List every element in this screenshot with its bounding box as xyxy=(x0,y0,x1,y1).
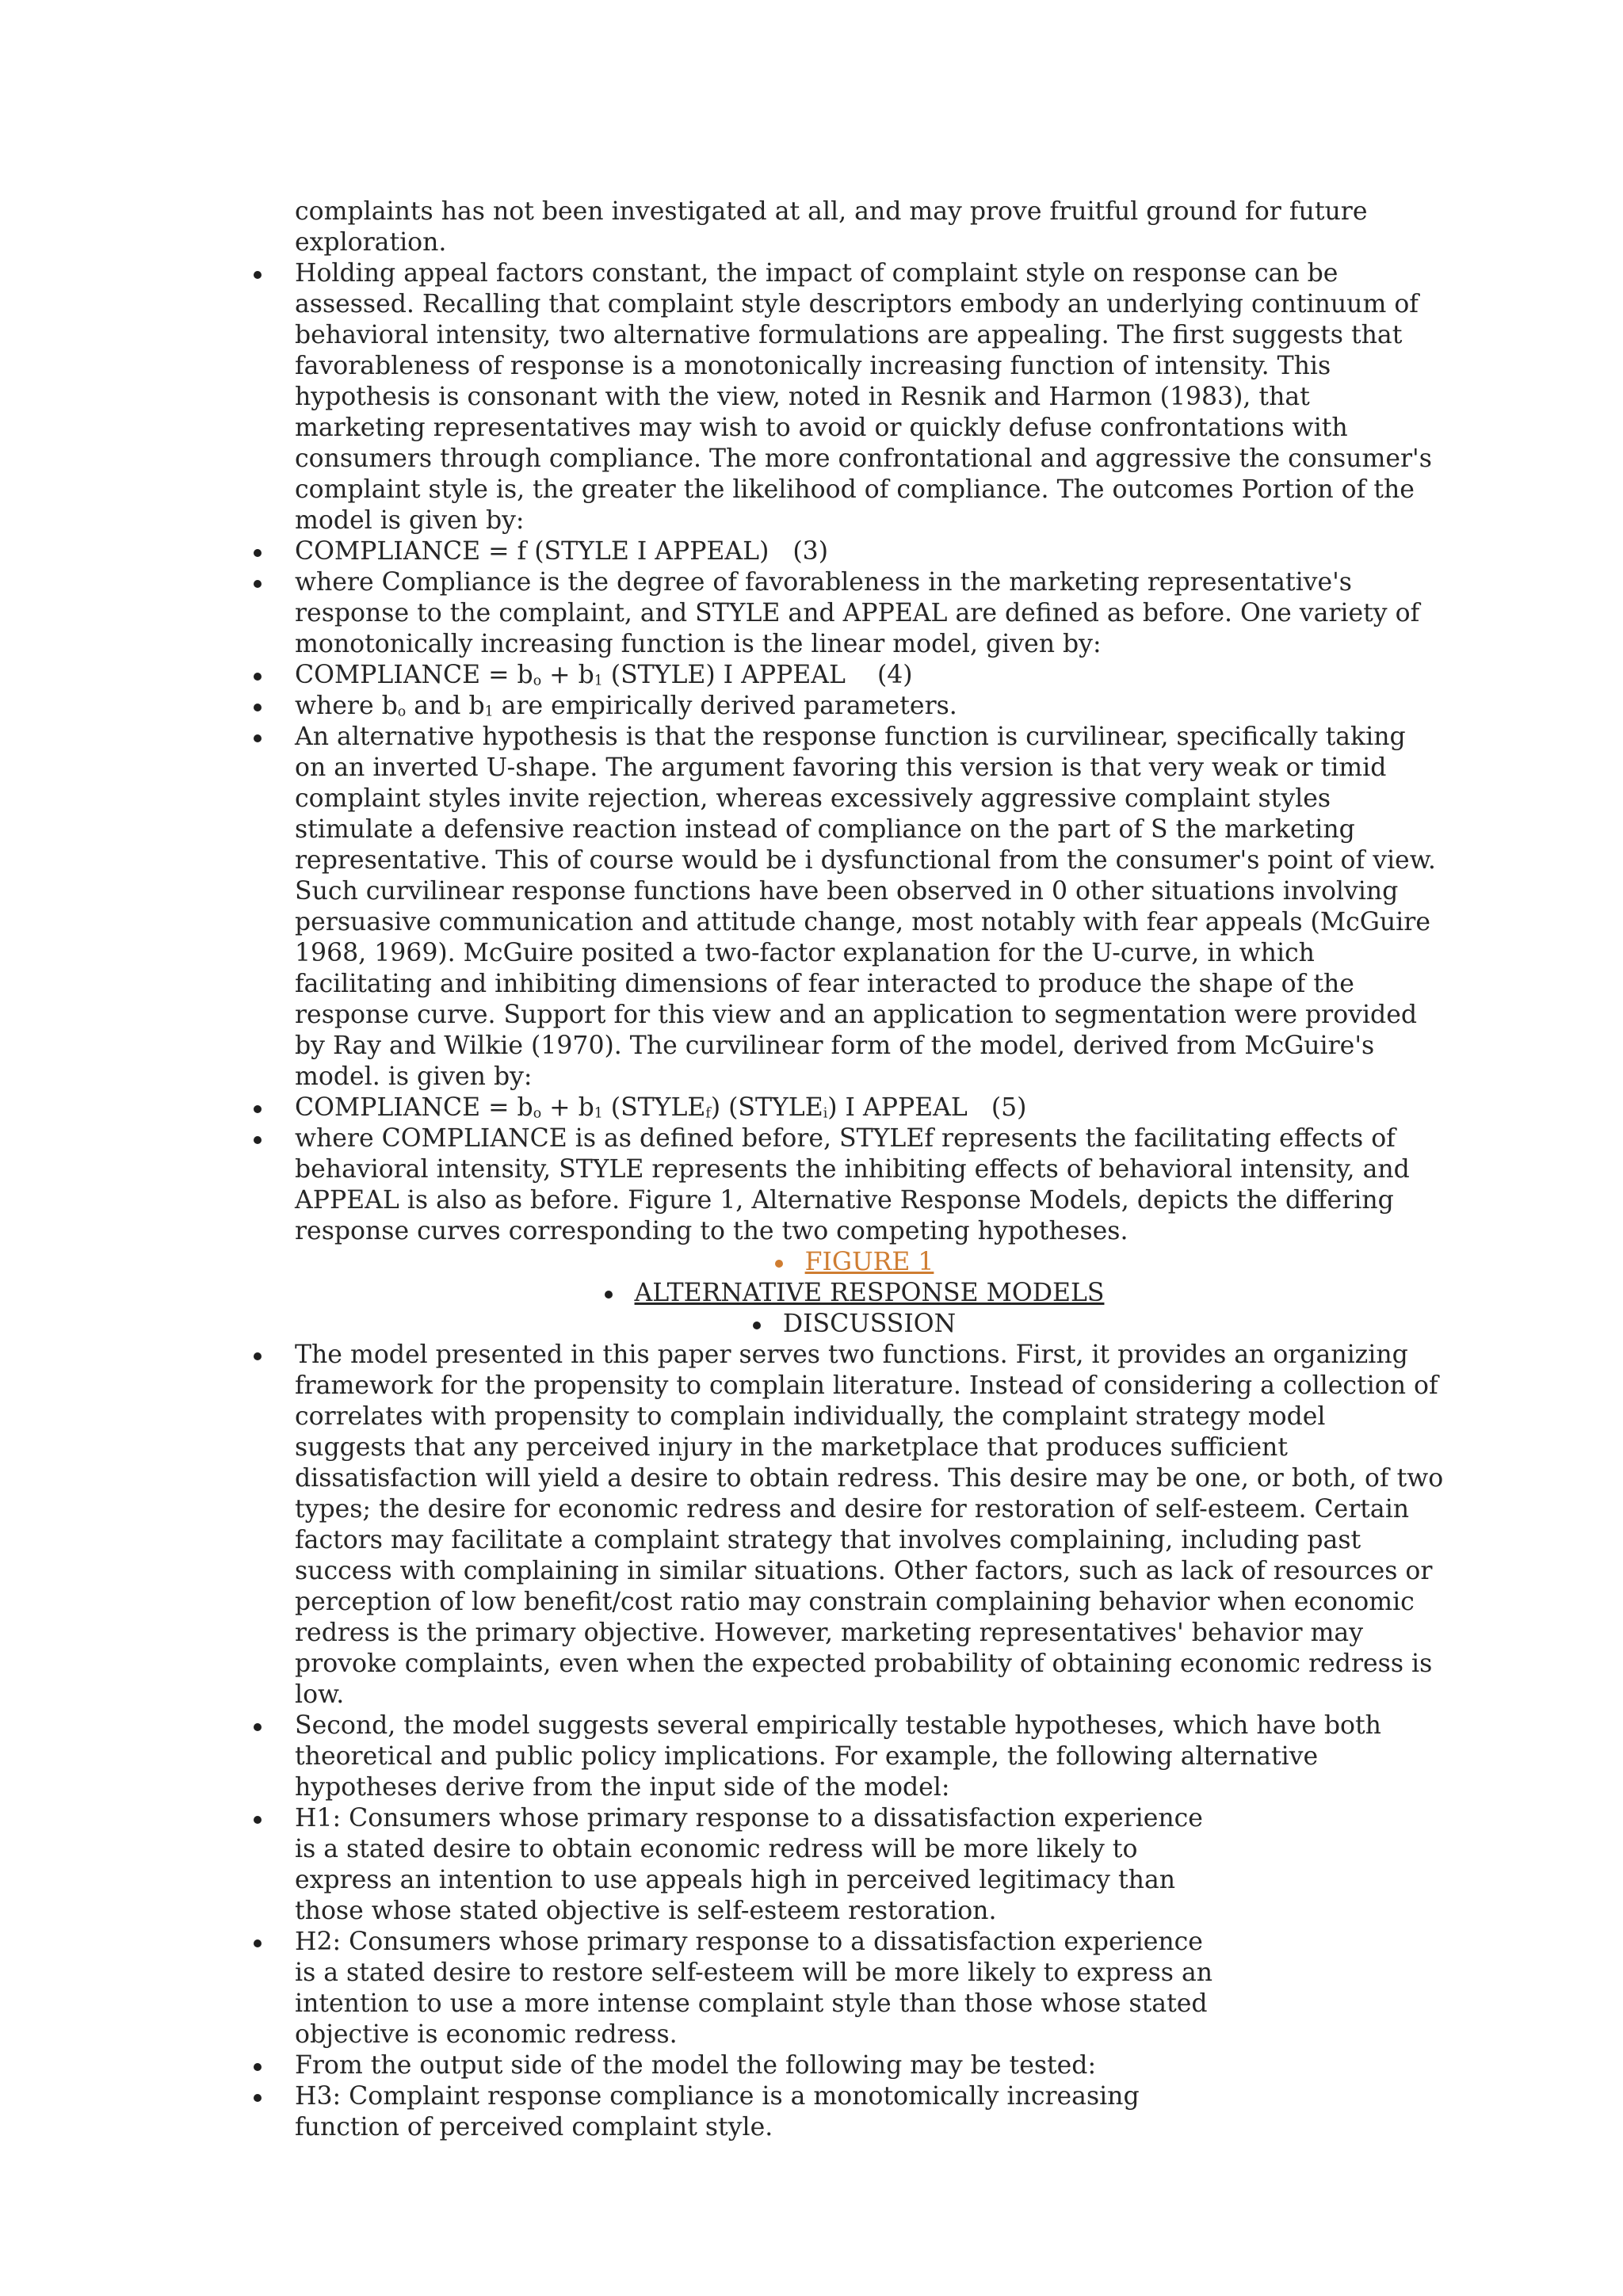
list-item-curvilinear-hypothesis: An alternative hypothesis is that the response function is curvilinear, specifically taking on an inverted U-shape. The argument favoring this version is that very weak or timid complaint styles invite rejection, whereas excessively aggressive complaint styles stimulate a defensive reaction instead of compliance on the part of S the marketing representative. This of course would be i dysfunctional from the consumer's point of view. Such curvilinear response functions have been observed in 0 other situations involving persuasive communication and attitude change, most notably with fear appeals (McGuire 1968, 1969). McGuire posited a two-factor explanation for the U-curve, in which facilitating and inhibiting dimensions of fear interacted to produce the shape of the response curve. Support for this view and an application to segmentation were provided by Ray and Wilkie (1970). The curvilinear form of the model, derived from McGuire's model. is given by: xyxy=(295,722,1444,1093)
bullet-list xyxy=(295,258,1444,2143)
list-item-figure-caption xyxy=(295,1278,1444,1309)
equation-5-term: ) (STYLE xyxy=(710,1093,823,1122)
parameters-text: and b xyxy=(406,692,485,720)
equation-3: COMPLIANCE = f (STYLE I APPEAL) xyxy=(295,537,769,566)
figure-caption-wrapper xyxy=(635,1278,1105,1309)
list-item-figure-reference: where COMPLIANCE is as defined before, STYLEf represents the facilitating effects of behavioral intensity, STYLE represents the inhibiting effects of behavioral intensity, and APPEAL is also as before. Figure 1, Alternative Response Models, depicts the differing response curves corresponding to the two competing hypotheses. xyxy=(295,1123,1444,1247)
equation-5-number: (5) xyxy=(991,1093,1027,1122)
list-item-hypothesis-h3: H3: Complaint response compliance is a monotomically increasing function of perceived complaint style. xyxy=(295,2081,1222,2143)
equation-5-subscript: o xyxy=(533,1105,542,1122)
list-item-parameters xyxy=(295,691,1444,722)
list-item-equation-5 xyxy=(295,1093,1444,1123)
equation-5-rest: ) I APPEAL xyxy=(827,1093,968,1122)
continued-paragraph: complaints has not been investigated at all, and may prove fruitful ground for future exploration. xyxy=(295,197,1368,257)
equation-5-subscript: i xyxy=(823,1105,828,1122)
list-item-hypothesis-h2: H2: Consumers whose primary response to a dissatisfaction experience is a stated desire to restore self-esteem will be more likely to express an intention to use a more intense complaint style than those whose stated objective is economic redress. xyxy=(295,1927,1222,2050)
list-item-testable-hypotheses: Second, the model suggests several empirically testable hypotheses, which have both theoretical and public policy implications. For example, the following alternative hypotheses derive from the input side of the model: xyxy=(295,1711,1444,1803)
equation-4-lhs: COMPLIANCE = b xyxy=(295,661,533,689)
equation-3-number: (3) xyxy=(792,537,829,566)
parameters-subscript: 1 xyxy=(484,704,494,720)
figure-1-link[interactable]: FIGURE 1 xyxy=(804,1248,934,1276)
list-item-equation-4 xyxy=(295,660,1444,691)
equation-5 xyxy=(295,1093,968,1122)
equation-4 xyxy=(295,661,846,689)
equation-5-term: (STYLE xyxy=(602,1093,706,1122)
discussion-heading-wrapper xyxy=(783,1309,956,1340)
equation-4-term: + b xyxy=(541,661,594,689)
parameters-text: are empirically derived parameters. xyxy=(493,692,957,720)
list-item-hypothesis-h1: H1: Consumers whose primary response to a dissatisfaction experience is a stated desire to obtain economic redress will be more likely to express an intention to use appeals high in perceived legitimacy than those whose stated objective is self-esteem restoration. xyxy=(295,1803,1222,1927)
list-item-compliance-definition: where Compliance is the degree of favorableness in the marketing representative's response to the complaint, and STYLE and APPEAL are defined as before. One variety of monotonically increasing function is the linear model, given by: xyxy=(295,567,1444,660)
list-item-style-response: Holding appeal factors constant, the impact of complaint style on response can be assessed. Recalling that complaint style descriptors embody an underlying continuum of behavioral intensity, two alternative formulations are appealing. The first suggests that favorableness of response is a monotonically increasing function of intensity. This hypothesis is consonant with the view, noted in Resnik and Harmon (1983), that marketing representatives may wish to avoid or quickly defuse confrontations with consumers through compliance. The more confrontational and aggressive the consumer's complaint style is, the greater the likelihood of compliance. The outcomes Portion of the model is given by: xyxy=(295,258,1444,536)
document-body xyxy=(295,196,1444,2143)
equation-4-rest: (STYLE) I APPEAL xyxy=(602,661,846,689)
equation-4-number: (4) xyxy=(876,661,913,689)
list-item-output-side: From the output side of the model the following may be tested: xyxy=(295,2050,1444,2081)
discussion-heading: DISCUSSION xyxy=(782,1310,957,1338)
equation-5-subscript: 1 xyxy=(594,1105,603,1122)
list-item-equation-3 xyxy=(295,536,1444,567)
figure-caption: ALTERNATIVE RESPONSE MODELS xyxy=(634,1279,1105,1307)
equation-4-subscript: 1 xyxy=(594,673,603,689)
parameters-text: where b xyxy=(295,692,398,720)
parameters-subscript: o xyxy=(397,704,407,720)
list-item-discussion-heading xyxy=(295,1309,1444,1340)
list-item-model-functions: The model presented in this paper serves two functions. First, it provides an organizing framework for the propensity to complain literature. Instead of considering a collection of correlates with propensity to complain individually, the complaint strategy model suggests that any perceived injury in the marketplace that produces sufficient dissatisfaction will yield a desire to obtain redress. This desire may be one, or both, of two types; the desire for economic redress and desire for restoration of self-esteem. Certain factors may facilitate a complaint strategy that involves complaining, including past success with complaining in similar situations. Other factors, such as lack of resources or perception of low benefit/cost ratio may constrain complaining behavior when economic redress is the primary objective. However, marketing representatives' behavior may provoke complaints, even when the expected probability of obtaining economic redress is low. xyxy=(295,1341,1444,1709)
equation-5-term: + b xyxy=(541,1093,594,1122)
list-item-figure-link xyxy=(295,1247,1444,1278)
equation-5-subscript: f xyxy=(705,1105,711,1122)
figure-link-wrapper xyxy=(805,1247,934,1278)
equation-4-subscript: o xyxy=(533,673,542,689)
equation-5-lhs: COMPLIANCE = b xyxy=(295,1093,533,1122)
